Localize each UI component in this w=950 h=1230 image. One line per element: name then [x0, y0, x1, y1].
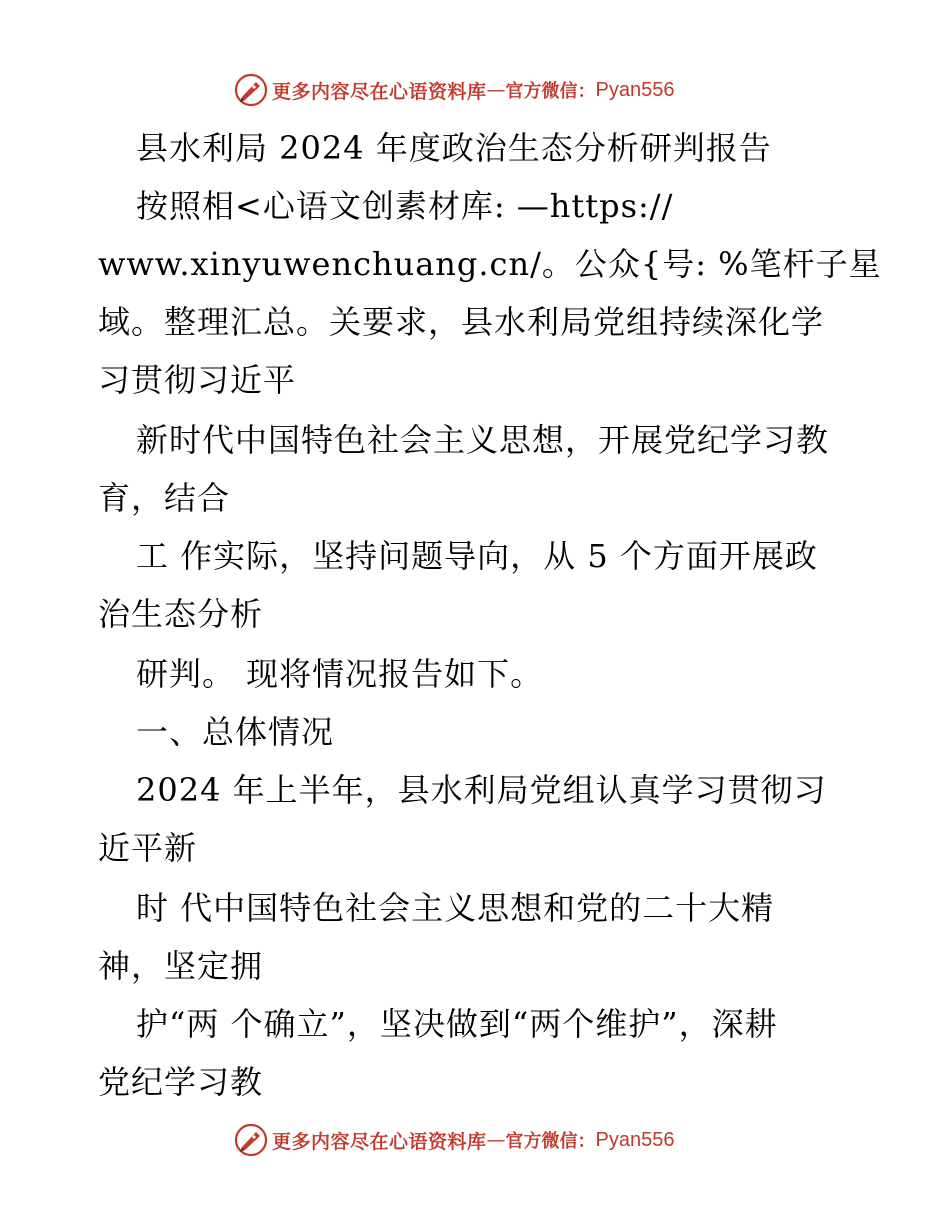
pen-nib-logo-icon	[234, 1123, 268, 1157]
body-line: 近平新	[98, 829, 198, 867]
banner-dash: —	[486, 1129, 506, 1151]
body-line: www.xinyuwenchuang.cn/。公众{号: %笔杆子星	[98, 245, 882, 283]
document-title: 县水利局 2024 年度政治生态分析研判报告	[136, 129, 772, 167]
pen-nib-logo-icon	[234, 73, 268, 107]
body-line: 时 代中国特色社会主义思想和党的二十大精	[136, 889, 775, 927]
header-watermark-banner	[234, 72, 674, 108]
body-line: 工 作实际，坚持问题导向，从 5 个方面开展政	[136, 537, 818, 575]
banner-dash: —	[486, 79, 506, 101]
body-line: 按照相<心语文创素材库: —https://	[136, 187, 674, 225]
body-line: 2024 年上半年，县水利局党组认真学习贯彻习	[136, 771, 827, 809]
body-line: 护“两 个确立”，坚决做到“两个维护”，深耕	[136, 1005, 778, 1043]
body-line: 新时代中国特色社会主义思想，开展党纪学习教	[136, 421, 830, 459]
body-line: 习贯彻习近平	[98, 361, 297, 399]
banner-site-text: 更多内容尽在心语资料库	[272, 80, 487, 103]
banner-wechat-label: 官方微信：	[505, 1131, 596, 1152]
footer-watermark-banner	[234, 1122, 674, 1158]
body-line: 治生态分析	[98, 595, 264, 633]
banner-wechat-label: 官方微信：	[505, 81, 596, 102]
banner-wechat-id: Pyan556	[595, 78, 675, 101]
body-line: 研判。 现将情况报告如下。	[136, 655, 544, 693]
section-heading: 一、总体情况	[136, 713, 335, 751]
banner-wechat-id: Pyan556	[595, 1128, 675, 1151]
body-line: 域。整理汇总。关要求，县水利局党组持续深化学	[98, 303, 825, 341]
banner-site-text: 更多内容尽在心语资料库	[272, 1130, 487, 1153]
body-line: 神，坚定拥	[98, 947, 264, 985]
body-line: 育，结合	[98, 479, 231, 517]
body-line: 党纪学习教	[98, 1063, 264, 1101]
